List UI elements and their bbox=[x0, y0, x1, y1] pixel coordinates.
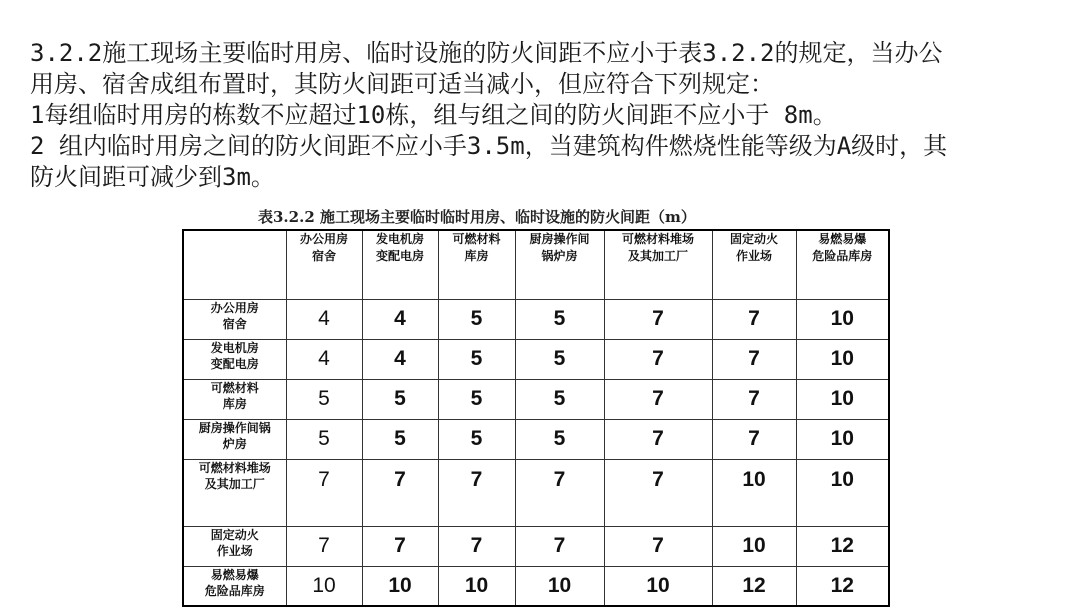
table-cell: 7 bbox=[286, 459, 362, 526]
table-row bbox=[183, 459, 889, 526]
table-cell: 12 bbox=[796, 566, 889, 606]
table-cell: 5 bbox=[515, 299, 604, 339]
table-cell: 5 bbox=[438, 419, 515, 459]
paragraph-line: 3.2.2施工现场主要临时用房、临时设施的防火间距不应小于表3.2.2的规定，当办公 bbox=[30, 39, 943, 67]
table-row bbox=[183, 299, 889, 339]
column-header: 厨房操作间 锅炉房 bbox=[515, 230, 604, 299]
row-header: 可燃材料堆场 及其加工厂 bbox=[183, 459, 286, 526]
table-cell: 5 bbox=[362, 379, 438, 419]
table-cell: 10 bbox=[712, 459, 796, 526]
paragraph-line: 2 组内临时用房之间的防火间距不应小手3.5m，当建筑构件燃烧性能等级为A级时，其 bbox=[30, 132, 948, 160]
table-row bbox=[183, 419, 889, 459]
paragraph-line: 1每组临时用房的栋数不应超过10栋，组与组之间的防火间距不应小于 8m。 bbox=[30, 101, 837, 129]
table-cell: 10 bbox=[712, 526, 796, 566]
table-cell: 7 bbox=[604, 339, 712, 379]
table-cell: 7 bbox=[712, 379, 796, 419]
table-cell: 7 bbox=[362, 459, 438, 526]
column-header: 易燃易爆 危险品库房 bbox=[796, 230, 889, 299]
table-cell: 10 bbox=[438, 566, 515, 606]
row-header: 易燃易爆 危险品库房 bbox=[183, 566, 286, 606]
row-header: 发电机房 变配电房 bbox=[183, 339, 286, 379]
table-cell: 5 bbox=[286, 419, 362, 459]
table-row bbox=[183, 566, 889, 606]
column-header: 可燃材料 库房 bbox=[438, 230, 515, 299]
table-cell: 7 bbox=[286, 526, 362, 566]
row-header: 办公用房 宿舍 bbox=[183, 299, 286, 339]
row-header: 可燃材料 库房 bbox=[183, 379, 286, 419]
table-cell: 7 bbox=[604, 379, 712, 419]
row-header: 固定动火 作业场 bbox=[183, 526, 286, 566]
table-cell: 7 bbox=[712, 419, 796, 459]
table-cell: 7 bbox=[604, 419, 712, 459]
table-cell: 5 bbox=[438, 299, 515, 339]
column-header: 可燃材料堆场 及其加工厂 bbox=[604, 230, 712, 299]
table-cell: 7 bbox=[712, 339, 796, 379]
table-cell: 10 bbox=[796, 339, 889, 379]
paragraph-line: 防火间距可减少到3m。 bbox=[30, 163, 275, 191]
table-row bbox=[183, 379, 889, 419]
table-cell: 7 bbox=[438, 526, 515, 566]
table-cell: 10 bbox=[604, 566, 712, 606]
regulation-paragraph bbox=[30, 38, 1050, 193]
table-cell: 7 bbox=[515, 526, 604, 566]
table-cell: 10 bbox=[515, 566, 604, 606]
table-cell: 5 bbox=[515, 419, 604, 459]
row-header: 厨房操作间锅 炉房 bbox=[183, 419, 286, 459]
table-cell: 4 bbox=[362, 299, 438, 339]
table-cell: 4 bbox=[286, 339, 362, 379]
table-cell: 5 bbox=[515, 379, 604, 419]
table-cell: 5 bbox=[438, 379, 515, 419]
table-cell: 10 bbox=[796, 299, 889, 339]
table-cell: 5 bbox=[438, 339, 515, 379]
fire-distance-table bbox=[182, 229, 890, 607]
table-cell: 10 bbox=[286, 566, 362, 606]
table-cell: 7 bbox=[604, 526, 712, 566]
table-cell: 5 bbox=[286, 379, 362, 419]
table-cell: 10 bbox=[796, 419, 889, 459]
table-cell: 10 bbox=[796, 459, 889, 526]
paragraph-line: 用房、宿舍成组布置时，其防火间距可适当减小，但应符合下列规定： bbox=[30, 70, 774, 98]
table-cell: 5 bbox=[515, 339, 604, 379]
column-header: 办公用房 宿舍 bbox=[286, 230, 362, 299]
table-cell: 7 bbox=[438, 459, 515, 526]
table-cell: 5 bbox=[362, 419, 438, 459]
table-cell: 7 bbox=[604, 459, 712, 526]
column-header: 固定动火 作业场 bbox=[712, 230, 796, 299]
corner-cell bbox=[183, 230, 286, 299]
table-row bbox=[183, 339, 889, 379]
table-cell: 4 bbox=[362, 339, 438, 379]
table-cell: 7 bbox=[604, 299, 712, 339]
table-cell: 10 bbox=[796, 379, 889, 419]
table-cell: 7 bbox=[712, 299, 796, 339]
table-cell: 10 bbox=[362, 566, 438, 606]
table-caption: 表3.2.2 施工现场主要临时临时用房、临时设施的防火间距（m） bbox=[258, 208, 696, 226]
table-cell: 7 bbox=[362, 526, 438, 566]
table-cell: 12 bbox=[712, 566, 796, 606]
table-row bbox=[183, 526, 889, 566]
table-cell: 7 bbox=[515, 459, 604, 526]
table-header-row bbox=[183, 230, 889, 299]
column-header: 发电机房 变配电房 bbox=[362, 230, 438, 299]
table-cell: 12 bbox=[796, 526, 889, 566]
table-cell: 4 bbox=[286, 299, 362, 339]
